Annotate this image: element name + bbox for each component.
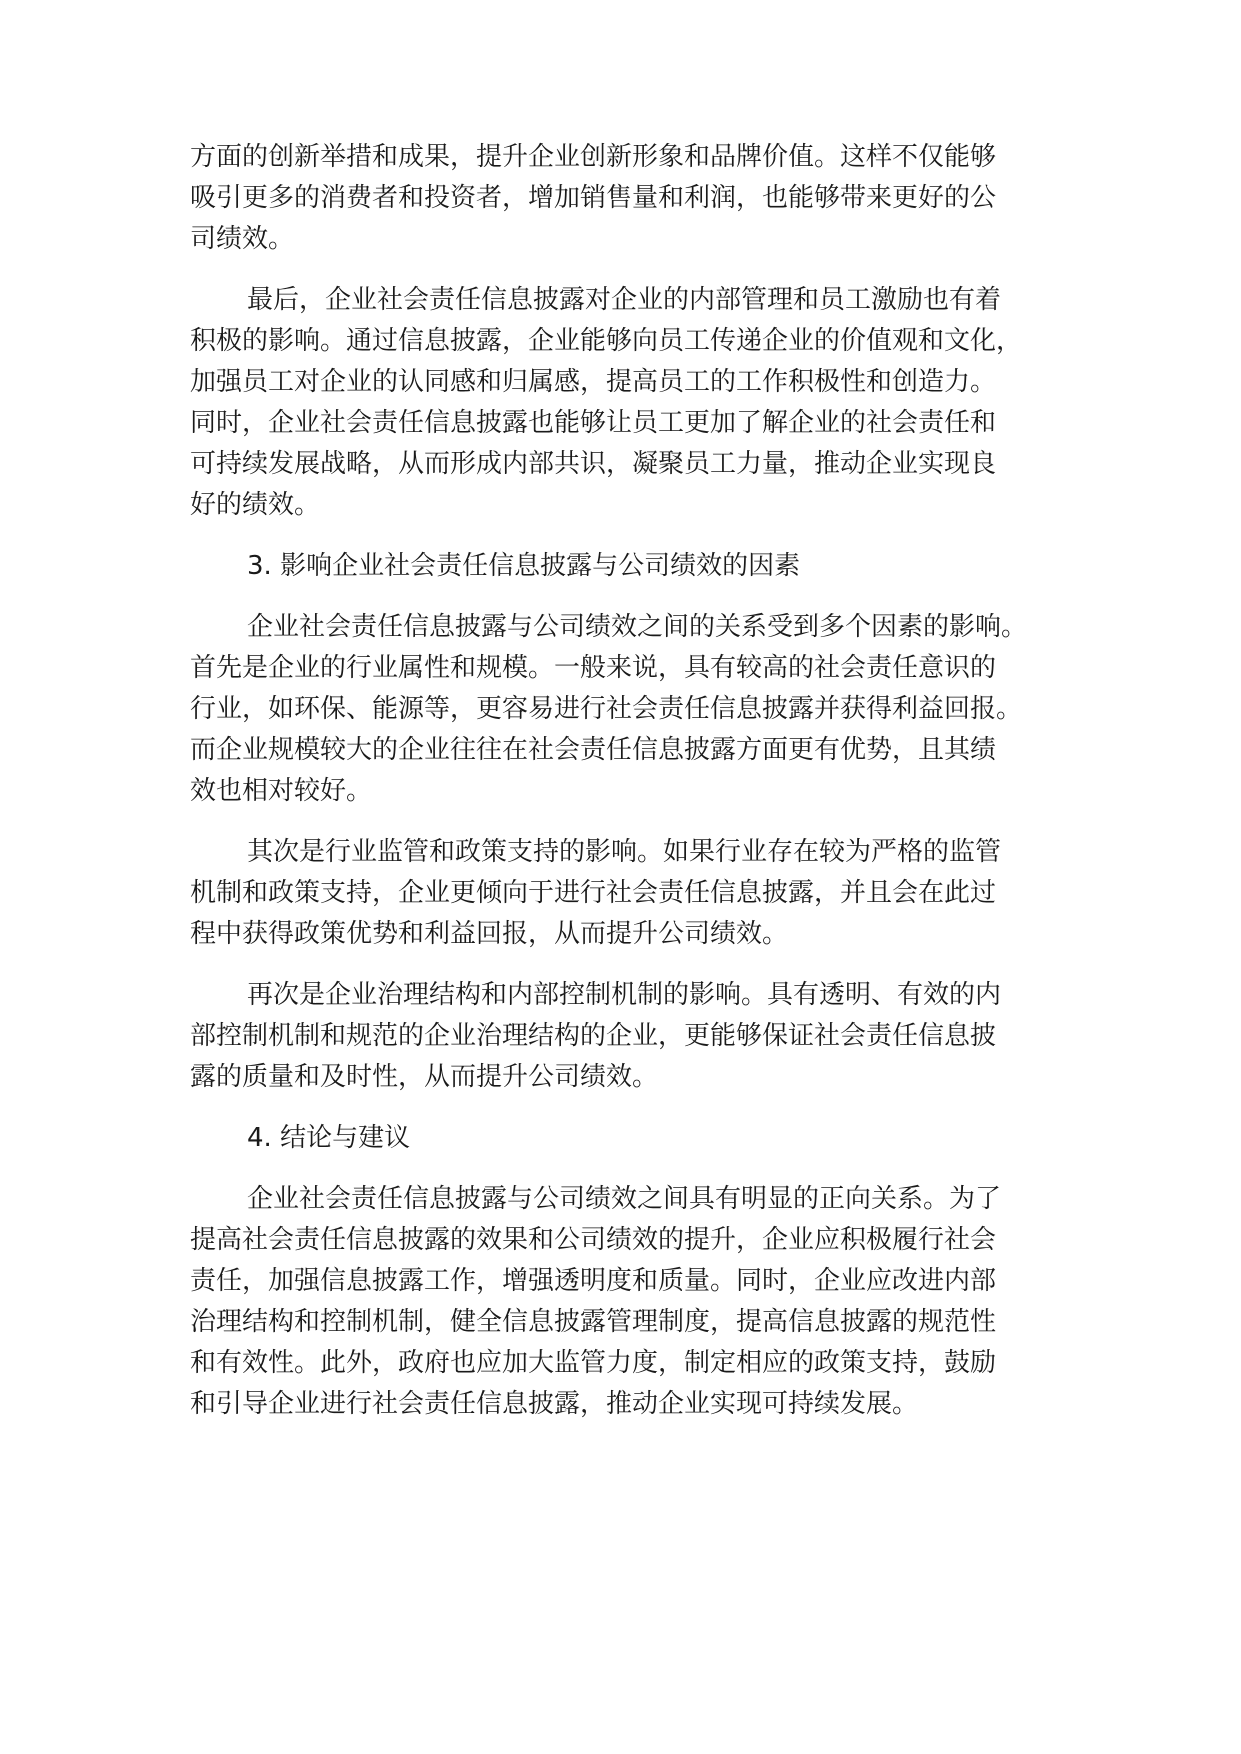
text-line: 其次是行业监管和政策支持的影响。如果行业存在较为严格的监管 xyxy=(247,837,1002,867)
text-line: 好的绩效。 xyxy=(190,490,321,520)
text-line: 提高社会责任信息披露的效果和公司绩效的提升，企业应积极履行社会 xyxy=(190,1225,997,1255)
text-line: 最后，企业社会责任信息披露对企业的内部管理和员工激励也有着 xyxy=(247,285,1002,315)
text-line: 而企业规模较大的企业往往在社会责任信息披露方面更有优势，且其绩 xyxy=(190,735,997,765)
section-heading: 3. 影响企业社会责任信息披露与公司绩效的因素 xyxy=(247,551,801,581)
text-line: 程中获得政策优势和利益回报，从而提升公司绩效。 xyxy=(190,919,789,949)
text-line: 再次是企业治理结构和内部控制机制的影响。具有透明、有效的内 xyxy=(247,980,1002,1010)
text-line: 首先是企业的行业属性和规模。一般来说，具有较高的社会责任意识的 xyxy=(190,653,997,683)
text-line: 和引导企业进行社会责任信息披露，推动企业实现可持续发展。 xyxy=(190,1389,919,1419)
text-line: 可持续发展战略，从而形成内部共识，凝聚员工力量，推动企业实现良 xyxy=(190,449,997,479)
text-line: 司绩效。 xyxy=(190,224,295,254)
text-line: 效也相对较好。 xyxy=(190,776,373,806)
text-line: 加强员工对企业的认同感和归属感，提高员工的工作积极性和创造力。 xyxy=(190,367,997,397)
text-line: 积极的影响。通过信息披露，企业能够向员工传递企业的价值观和文化， xyxy=(190,326,1023,356)
text-line: 责任，加强信息披露工作，增强透明度和质量。同时，企业应改进内部 xyxy=(190,1266,997,1296)
text-line: 机制和政策支持，企业更倾向于进行社会责任信息披露，并且会在此过 xyxy=(190,878,997,908)
text-line: 吸引更多的消费者和投资者，增加销售量和利润，也能够带来更好的公 xyxy=(190,183,997,213)
text-line: 和有效性。此外，政府也应加大监管力度，制定相应的政策支持，鼓励 xyxy=(190,1348,997,1378)
text-line: 行业，如环保、能源等，更容易进行社会责任信息披露并获得利益回报。 xyxy=(190,694,1023,724)
text-line: 同时，企业社会责任信息披露也能够让员工更加了解企业的社会责任和 xyxy=(190,408,997,438)
text-line: 企业社会责任信息披露与公司绩效之间的关系受到多个因素的影响。 xyxy=(247,612,1028,642)
text-line: 部控制机制和规范的企业治理结构的企业，更能够保证社会责任信息披 xyxy=(190,1021,997,1051)
text-line: 方面的创新举措和成果，提升企业创新形象和品牌价值。这样不仅能够 xyxy=(190,142,997,172)
text-line: 治理结构和控制机制，健全信息披露管理制度，提高信息披露的规范性 xyxy=(190,1307,997,1337)
text-line: 企业社会责任信息披露与公司绩效之间具有明显的正向关系。为了 xyxy=(247,1184,1002,1214)
section-heading: 4. 结论与建议 xyxy=(247,1123,411,1153)
text-line: 露的质量和及时性，从而提升公司绩效。 xyxy=(190,1062,659,1092)
